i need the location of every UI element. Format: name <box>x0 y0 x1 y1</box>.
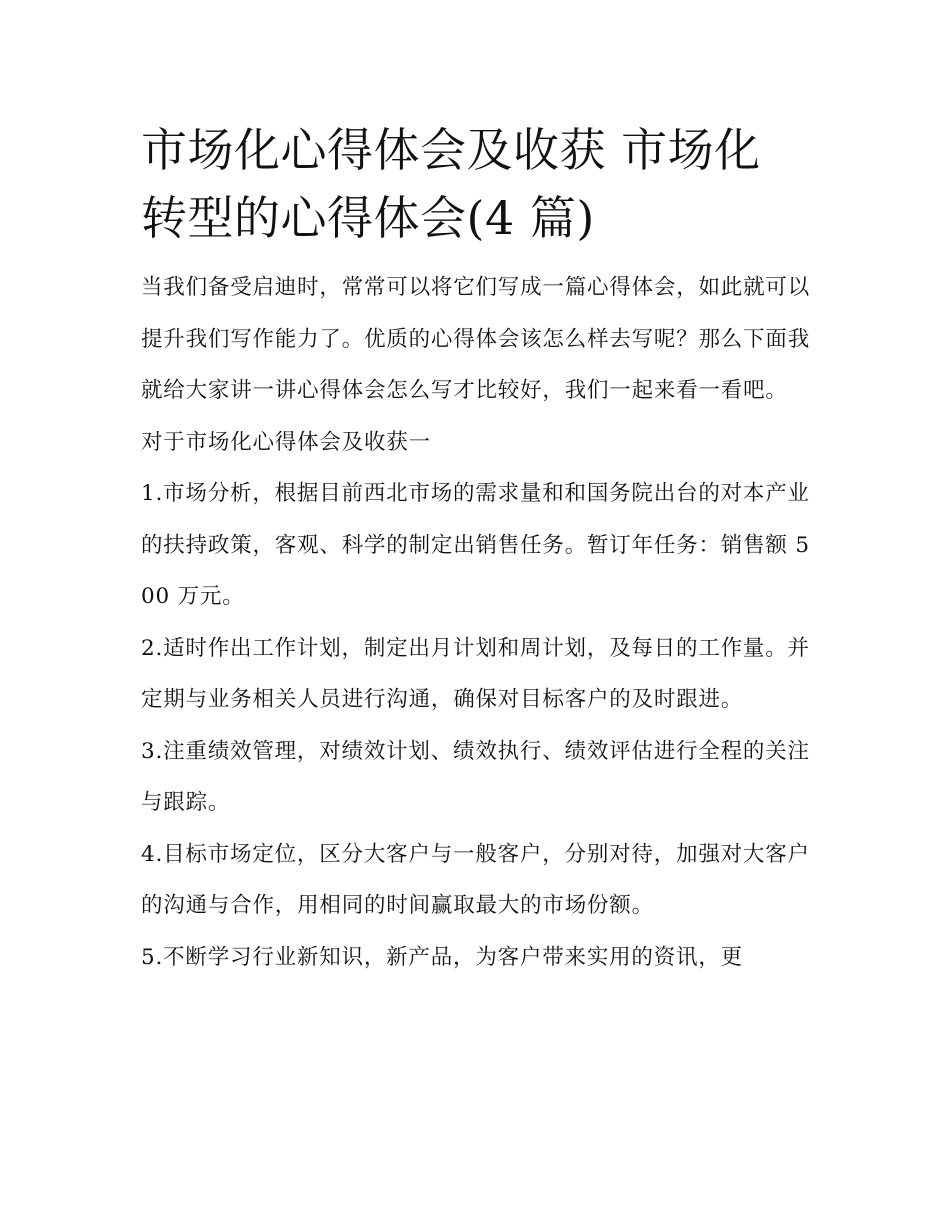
document-body <box>141 262 813 983</box>
list-item: 5.不断学习行业新知识，新产品，为客户带来实用的资讯，更 <box>141 944 743 970</box>
list-item: 3.注重绩效管理，对绩效计划、绩效执行、绩效评估进行全程的关注与跟踪。 <box>141 738 810 815</box>
list-item: 4.目标市场定位，区分大客户与一般客户，分别对待，加强对大客户的沟通与合作，用相同的时间赢取最大的市场份额。 <box>141 841 810 918</box>
document-title <box>141 116 813 252</box>
list-item: 2.适时作出工作计划，制定出月计划和周计划，及每日的工作量。并定期与业务相关人员进行沟通，确保对目标客户的及时跟进。 <box>141 635 810 712</box>
title-line-2: 转型的心得体会(4 篇) <box>141 191 595 245</box>
section-heading: 对于市场化心得体会及收获一 <box>141 429 431 455</box>
document-content <box>141 116 813 983</box>
intro-paragraph: 当我们备受启迪时，常常可以将它们写成一篇心得体会，如此就可以提升我们写作能力了。优质的心得体会该怎么样去写呢？那么下面我就给大家讲一讲心得体会怎么写才比较好，我们一起来看一看吧。 <box>141 275 811 403</box>
title-line-1: 市场化心得体会及收获 市场化 <box>141 123 761 177</box>
list-item: 1.市场分析，根据目前西北市场的需求量和和国务院出台的对本产业的扶持政策，客观、科学的制定出销售任务。暂订年任务：销售额 500 万元。 <box>141 481 810 609</box>
